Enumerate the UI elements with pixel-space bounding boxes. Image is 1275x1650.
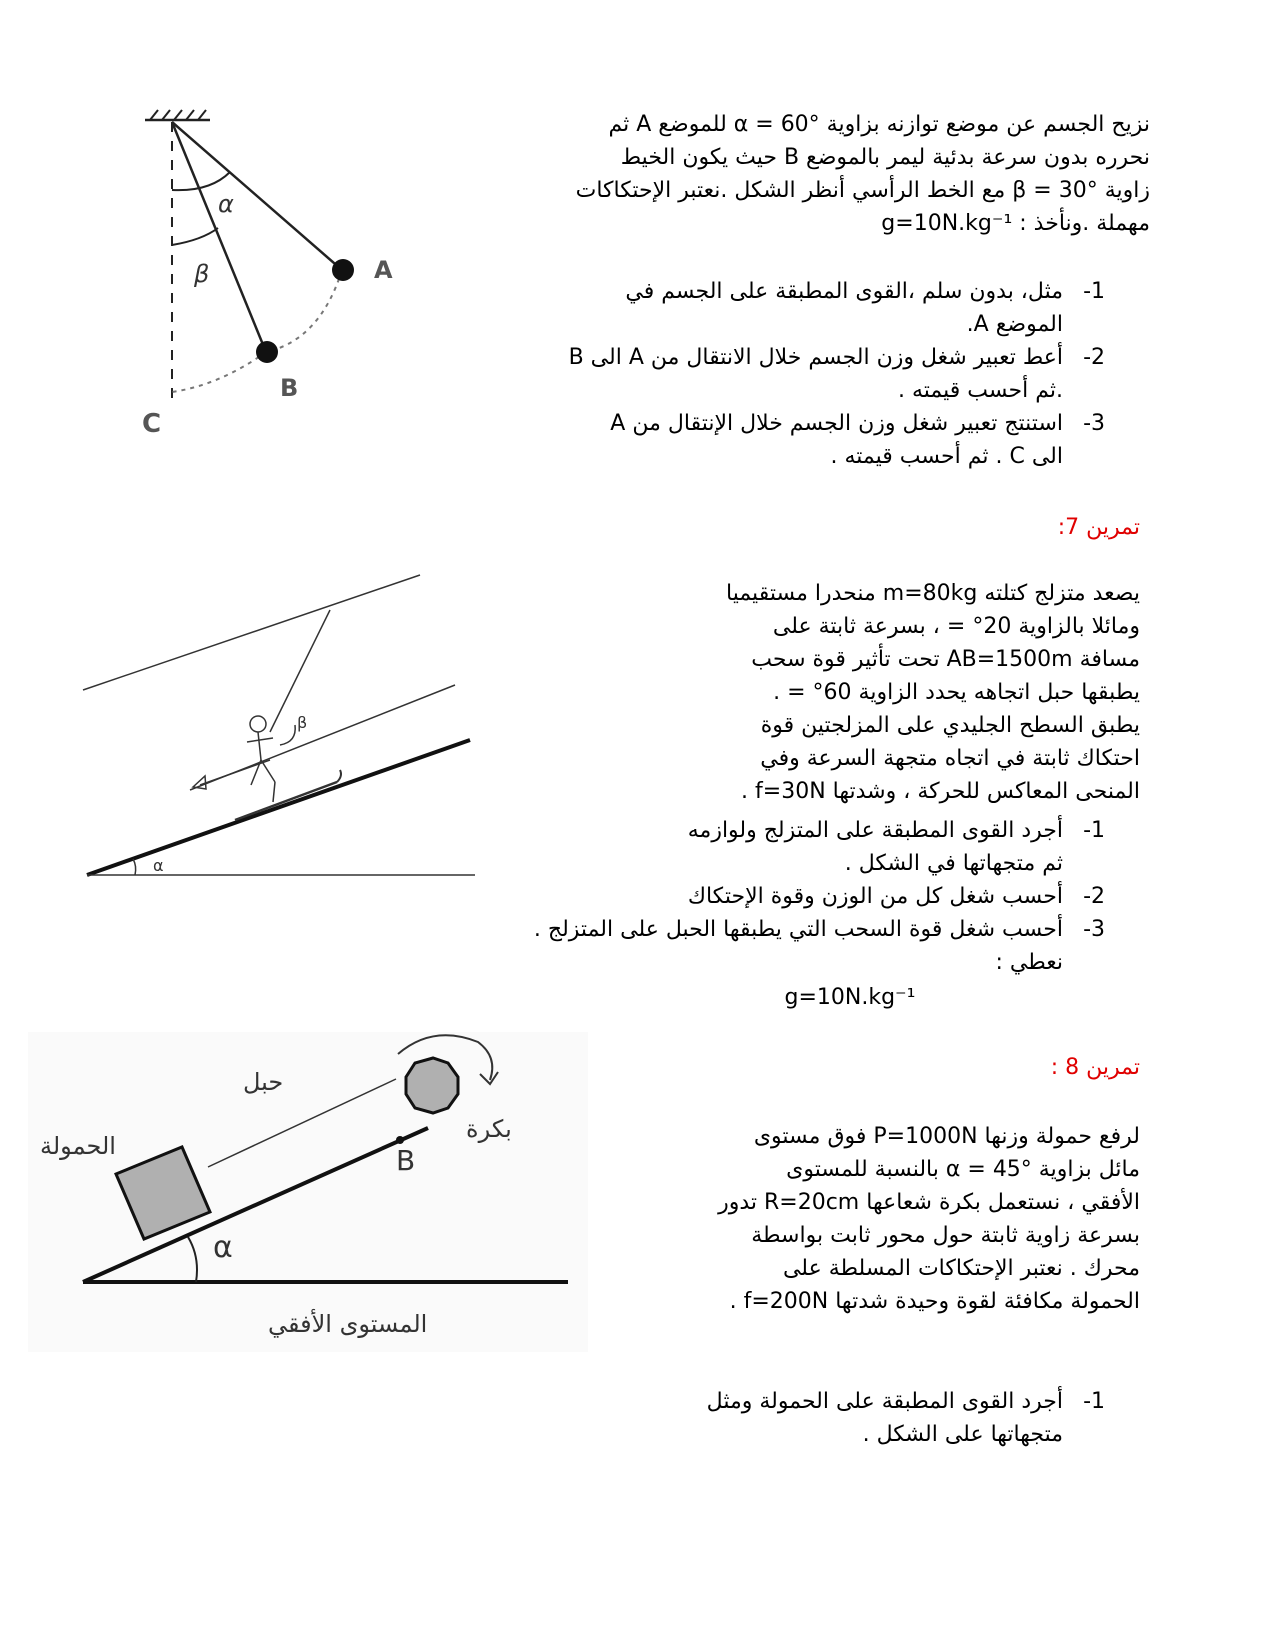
- ex8-title: تمرين 8 :: [1050, 1055, 1140, 1080]
- ex7-intro-line: ومائلا بالزاوية 20° = ، بسرعة ثابتة على: [772, 614, 1140, 639]
- ex7-questions: [385, 814, 1105, 979]
- ex8-intro-line: محرك . نعتبر الإحتكاكات المسلطة على: [782, 1256, 1140, 1281]
- question-line: أعط تعبير شغل وزن الجسم خلال الانتقال من A الى B: [568, 345, 1063, 370]
- ex6-intro: [460, 108, 1150, 240]
- rope-label: حبل: [243, 1068, 284, 1096]
- alpha-label: α: [213, 1230, 233, 1265]
- ex6-question-3: [460, 407, 1105, 473]
- point-c-label: C: [142, 409, 162, 439]
- ex8-question-1: [620, 1385, 1105, 1451]
- ex6-intro-line: زاوية β = 30° مع الخط الرأسي أنظر الشكل .نعتبر الإحتكاكات: [575, 178, 1150, 203]
- ex6-question-2: [460, 341, 1105, 407]
- question-number: -3: [1083, 917, 1105, 942]
- question-number: -1: [1083, 1389, 1105, 1414]
- alpha-label: α: [153, 856, 164, 875]
- question-number: -2: [1083, 884, 1105, 909]
- point-b-label: B: [396, 1144, 416, 1177]
- mass-a: [332, 259, 354, 281]
- ex7-intro-line: احتكاك ثابتة في اتجاه متجهة السرعة وفي: [760, 746, 1140, 771]
- question-number: -1: [1083, 279, 1105, 304]
- question-line: أحسب شغل قوة السحب التي يطبقها الحبل على المتزلج .: [533, 917, 1063, 942]
- question-line: استنتج تعبير شغل وزن الجسم خلال الإنتقال من A: [610, 411, 1063, 436]
- ex7-intro-line: يطبقها حبل اتجاهه يحدد الزاوية 60° = .: [773, 680, 1140, 705]
- pulley-figure: [28, 1032, 588, 1352]
- pulley-wheel: [406, 1058, 458, 1113]
- ex7-intro: [610, 577, 1140, 808]
- alpha-label: α: [218, 190, 234, 218]
- beta-label: β: [297, 713, 308, 732]
- mass-b: [256, 341, 278, 363]
- ex6-intro-line: نزيح الجسم عن موضع توازنه بزاوية α = 60° للموضع A ثم: [608, 112, 1150, 137]
- question-line: أجرد القوى المطبقة على المتزلج ولوازمه: [687, 818, 1063, 843]
- question-line: الى C . ثم أحسب قيمته .: [830, 444, 1063, 469]
- question-line: .ثم أحسب قيمته .: [898, 378, 1063, 403]
- ex7-question-3: [385, 913, 1105, 979]
- question-line: أحسب شغل كل من الوزن وقوة الإحتكاك: [687, 884, 1063, 909]
- point-a-label: A: [374, 256, 393, 284]
- question-line: متجهاتها على الشكل .: [862, 1422, 1063, 1447]
- ex6-intro-line: نحرره بدون سرعة بدئية ليمر بالموضع B حيث يكون الخيط: [620, 145, 1150, 170]
- skier-figure: [75, 570, 485, 890]
- question-number: -3: [1083, 411, 1105, 436]
- ex7-gravity: g=10N.kg⁻¹: [784, 985, 916, 1010]
- ex6-question-1: [460, 275, 1105, 341]
- horizontal-plane-label: المستوى الأفقي: [268, 1310, 428, 1338]
- ex7-question-2: [385, 880, 1105, 913]
- question-line: أجرد القوى المطبقة على الحمولة ومثل: [706, 1389, 1063, 1414]
- pendulum-figure: [130, 100, 430, 440]
- question-line: الموضع A.: [966, 312, 1063, 337]
- ex6-intro-line: مهملة .ونأخذ : g=10N.kg⁻¹: [881, 211, 1150, 236]
- ex7-intro-line: يطبق السطح الجليدي على المزلجتين قوة: [760, 713, 1140, 738]
- pulley-label: بكرة: [466, 1115, 512, 1143]
- ex7-title: تمرين 7:: [1057, 515, 1140, 540]
- question-number: -1: [1083, 818, 1105, 843]
- point-b-label: B: [280, 374, 299, 402]
- ex7-question-1: [385, 814, 1105, 880]
- ex8-intro: [620, 1120, 1140, 1318]
- ex7-intro-line: يصعد متزلج كتلته m=80kg منحدرا مستقيميا: [726, 581, 1140, 606]
- ex8-intro-line: الأفقي ، نستعمل بكرة شعاعها R=20cm تدور: [718, 1190, 1140, 1215]
- load-label: الحمولة: [40, 1132, 116, 1160]
- ex8-intro-line: لرفع حمولة وزنها P=1000N فوق مستوى: [753, 1124, 1140, 1149]
- ex8-intro-line: مائل بزاوية α = 45° بالنسبة للمستوى: [786, 1157, 1140, 1182]
- question-line: نعطي :: [995, 950, 1063, 975]
- question-line: ثم متجهاتها في الشكل .: [844, 851, 1063, 876]
- ex7-intro-line: المنحى المعاكس للحركة ، وشدتها f=30N .: [741, 779, 1140, 804]
- beta-label: β: [194, 260, 210, 288]
- ex7-intro-line: مسافة AB=1500m تحت تأثير قوة سحب: [751, 647, 1140, 672]
- question-line: مثل، بدون سلم ،القوى المطبقة على الجسم في: [625, 279, 1063, 304]
- ex8-questions: [620, 1385, 1105, 1451]
- ex8-intro-line: الحمولة مكافئة لقوة وحيدة شدتها f=200N .: [729, 1289, 1140, 1314]
- ex8-intro-line: بسرعة زاوية ثابتة حول محور ثابت بواسطة: [751, 1223, 1140, 1248]
- question-number: -2: [1083, 345, 1105, 370]
- ex6-questions: [460, 275, 1105, 473]
